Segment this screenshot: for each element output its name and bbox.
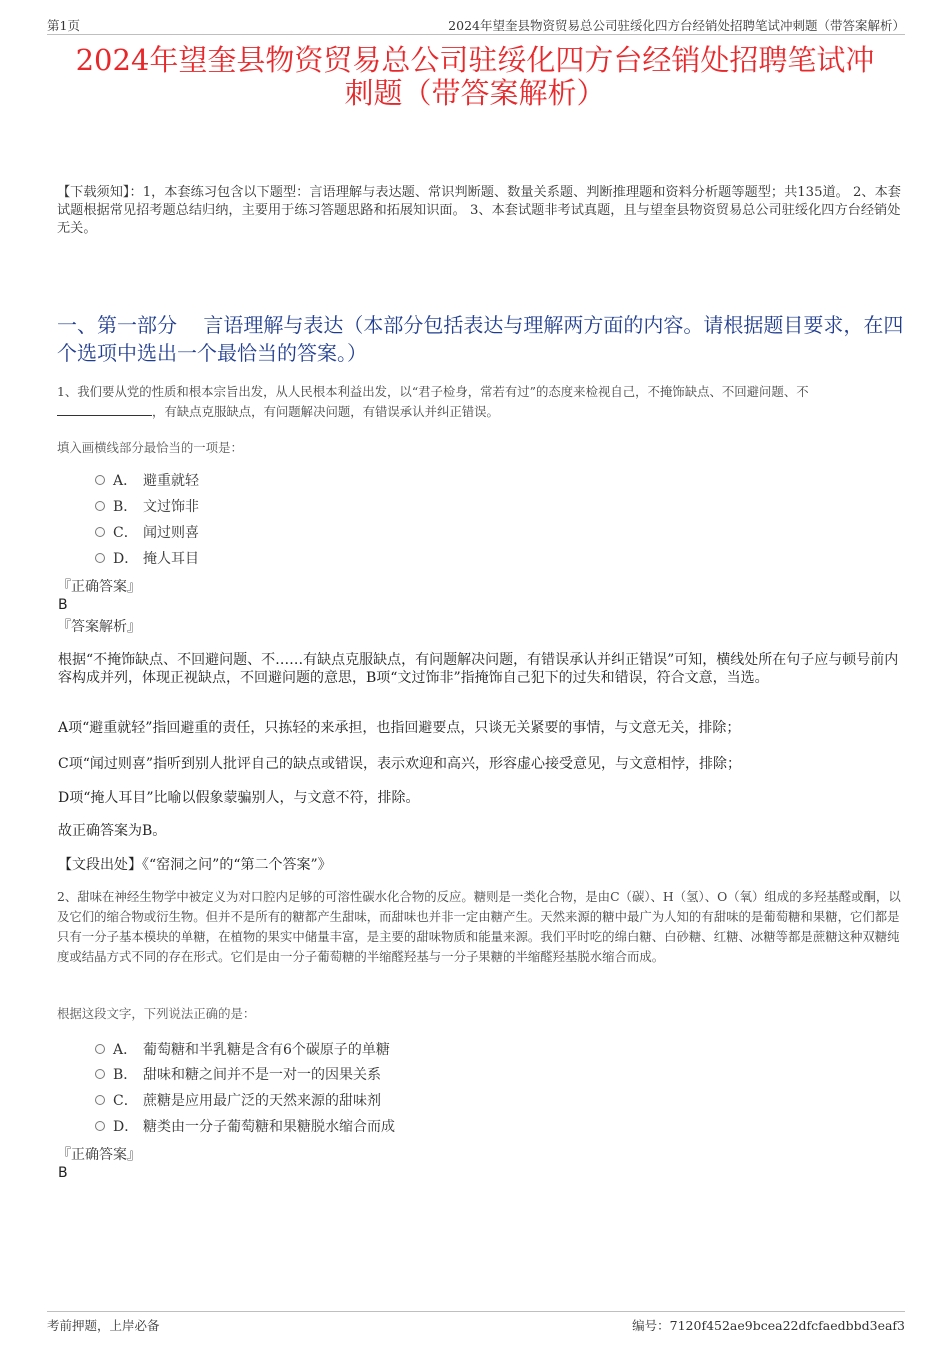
header-doc-title: 2024年望奎县物资贸易总公司驻绥化四方台经销处招聘笔试冲刺题（带答案解析） <box>448 18 905 33</box>
option-text: 文过饰非 <box>143 499 199 515</box>
section-heading: 一、第一部分 言语理解与表达（本部分包括表达与理解两方面的内容。请根据题目要求，在四个选项中选出一个最恰当的答案。） <box>57 313 904 365</box>
analysis-conclusion: 故正确答案为B。 <box>58 823 167 839</box>
question-1-prompt: 填入画横线部分最恰当的一项是： <box>57 440 243 455</box>
option-letter: B． <box>113 1067 138 1083</box>
download-notice: 【下载须知】：1，本套练习包含以下题型：言语理解与表达题、常识判断题、数量关系题、判断推理题和资料分析题等题型；共135道。 2、本套试题根据常见招考题总结归纳，主要用于练习答题思路和拓展知识面。 3、本套试题非考试真题，且与望奎县物资贸易总公司驻绥化四方台经销处无关。 <box>57 185 901 236</box>
question-2-prompt: 根据这段文字，下列说法正确的是： <box>57 1006 256 1021</box>
radio-icon[interactable] <box>95 527 105 537</box>
option-letter: A． <box>113 473 138 489</box>
option-text: 避重就轻 <box>143 473 199 489</box>
question-1-stem <box>57 382 902 422</box>
radio-icon[interactable] <box>95 553 105 563</box>
question-1-stem-part-a: 1、我们要从党的性质和根本宗旨出发，从人民根本利益出发，以“君子检身，常若有过”的态度来检视自己，不掩饰缺点、不回避问题、不 <box>57 384 809 399</box>
question-2-answer-label: 『正确答案』 <box>57 1147 141 1163</box>
document-title <box>40 44 910 110</box>
analysis-paragraph: C项“闻过则喜”指听到别人批评自己的缺点或错误，表示欢迎和高兴，形容虚心接受意见，与文意相悖，排除； <box>58 756 742 772</box>
radio-icon[interactable] <box>95 1044 105 1054</box>
analysis-paragraph: A项“避重就轻”指回避重的责任，只拣轻的来承担，也指回避要点，只谈无关紧要的事情，与文意无关，排除； <box>58 720 741 736</box>
title-line-1: 2024年望奎县物资贸易总公司驻绥化四方台经销处招聘笔试冲 <box>75 43 875 77</box>
option-text: 甜味和糖之间并不是一对一的因果关系 <box>143 1067 381 1083</box>
option-text: 闻过则喜 <box>143 525 199 541</box>
page-number: 第1页 <box>47 18 80 33</box>
page-footer <box>47 1311 905 1334</box>
analysis-paragraph: D项“掩人耳目”比喻以假象蒙骗别人，与文意不符，排除。 <box>58 790 420 806</box>
option-letter: D． <box>113 1119 139 1135</box>
question-2-option-a[interactable] <box>95 1040 390 1060</box>
question-1-option-c[interactable] <box>95 523 199 543</box>
page-header <box>47 14 905 35</box>
question-2-answer: B <box>58 1165 68 1181</box>
radio-icon[interactable] <box>95 475 105 485</box>
question-2-option-b[interactable] <box>95 1065 381 1085</box>
question-2-stem: 2、甜味在神经生物学中被定义为对口腔内足够的可溶性碳水化合物的反应。糖则是一类化合物，是由C（碳）、H（氢）、O（氧）组成的多羟基醛或酮，以及它们的缩合物或衍生物。但并不是所有的糖都产生甜味，而甜味也并非一定由糖产生。天然来源的糖中最广为人知的有甜味的是葡萄糖和果糖，它们都是只有一分子基本模块的单糖，在植物的果实中储量丰富，是主要的甜味物质和能量来源。我们平时吃的绵白糖、白砂糖、红糖、冰糖等都是蔗糖这种双糖纯度或结晶方式不同的存在形式。它们是由一分子葡萄糖的半缩醛羟基与一分子果糖的半缩醛羟基脱水缩合而成。 <box>57 889 901 964</box>
footer-slogan: 考前押题，上岸必备 <box>47 1318 160 1333</box>
question-1-source: 【文段出处】《“窑洞之问”的“第二个答案”》 <box>58 857 332 873</box>
radio-icon[interactable] <box>95 501 105 511</box>
option-letter: B． <box>113 499 138 515</box>
question-1-stem-part-b: ，有缺点克服缺点，有问题解决问题，有错误承认并纠正错误。 <box>152 404 499 419</box>
question-1-answer-label: 『正确答案』 <box>57 579 141 595</box>
radio-icon[interactable] <box>95 1121 105 1131</box>
option-text: 掩人耳目 <box>143 551 199 567</box>
option-letter: D． <box>113 551 139 567</box>
option-letter: C． <box>113 525 138 541</box>
question-1-option-a[interactable] <box>95 471 199 491</box>
question-2-option-c[interactable] <box>95 1091 381 1111</box>
option-letter: A． <box>113 1042 138 1058</box>
option-text: 糖类由一分子葡萄糖和果糖脱水缩合而成 <box>143 1119 395 1135</box>
option-text: 葡萄糖和半乳糖是含有6个碳原子的单糖 <box>143 1042 390 1058</box>
question-1-answer: B <box>58 597 68 613</box>
footer-doc-id: 编号：7120f452ae9bcea22dfcfaedbbd3eaf3 <box>632 1318 905 1333</box>
fill-blank <box>57 403 152 416</box>
question-1-analysis-label: 『答案解析』 <box>57 619 141 635</box>
analysis-paragraph: 根据“不掩饰缺点、不回避问题、不……有缺点克服缺点，有问题解决问题，有错误承认并纠正错误”可知，横线处所在句子应与顿号前内容构成并列，体现正视缺点，不回避问题的意思，B项“文过饰非”指掩饰自己犯下的过失和错误，符合文意，当选。 <box>58 652 899 686</box>
option-letter: C． <box>113 1093 138 1109</box>
radio-icon[interactable] <box>95 1069 105 1079</box>
title-line-2: 刺题（带答案解析） <box>344 76 606 110</box>
question-2-option-d[interactable] <box>95 1117 395 1137</box>
option-text: 蔗糖是应用最广泛的天然来源的甜味剂 <box>143 1093 381 1109</box>
question-1-option-b[interactable] <box>95 497 199 517</box>
radio-icon[interactable] <box>95 1095 105 1105</box>
question-1-option-d[interactable] <box>95 549 199 569</box>
